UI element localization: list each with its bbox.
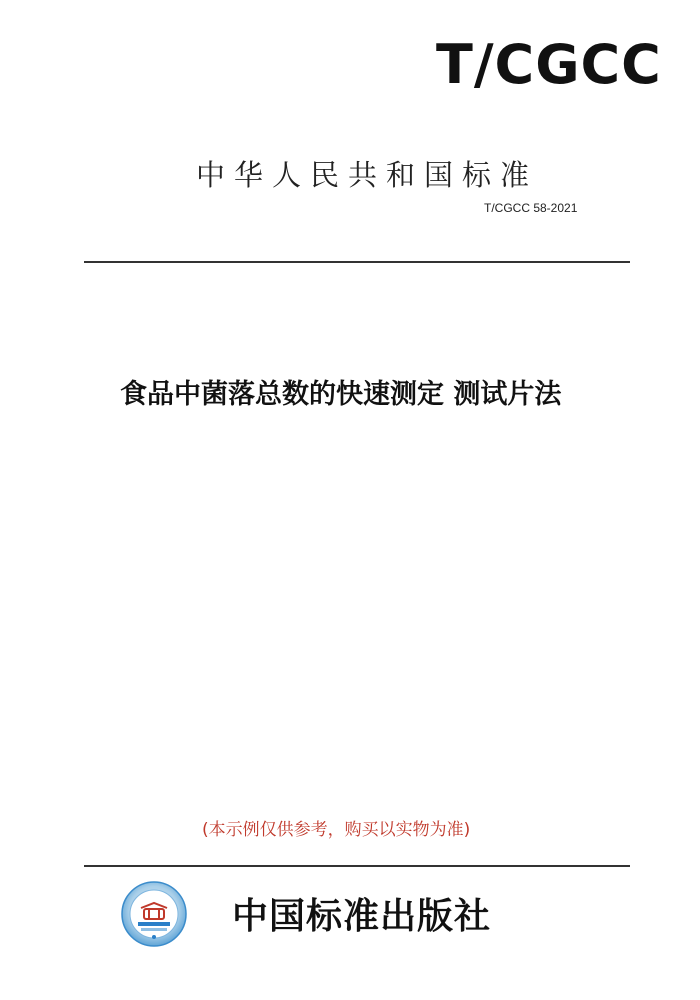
national-standard-label: 中华人民共和国标准	[196, 158, 539, 192]
bottom-divider	[84, 865, 630, 867]
document-title: 食品中菌落总数的快速测定 测试片法	[120, 379, 562, 410]
top-divider	[84, 261, 630, 263]
standard-code: T/CGCC	[436, 33, 662, 96]
publisher-name: 中国标准出版社	[232, 895, 492, 937]
sample-notice: (本示例仅供参考，购买以实物为准)	[202, 820, 471, 840]
document-number: T/CGCC 58-2021	[484, 201, 578, 215]
publisher-seal-icon	[121, 881, 187, 947]
